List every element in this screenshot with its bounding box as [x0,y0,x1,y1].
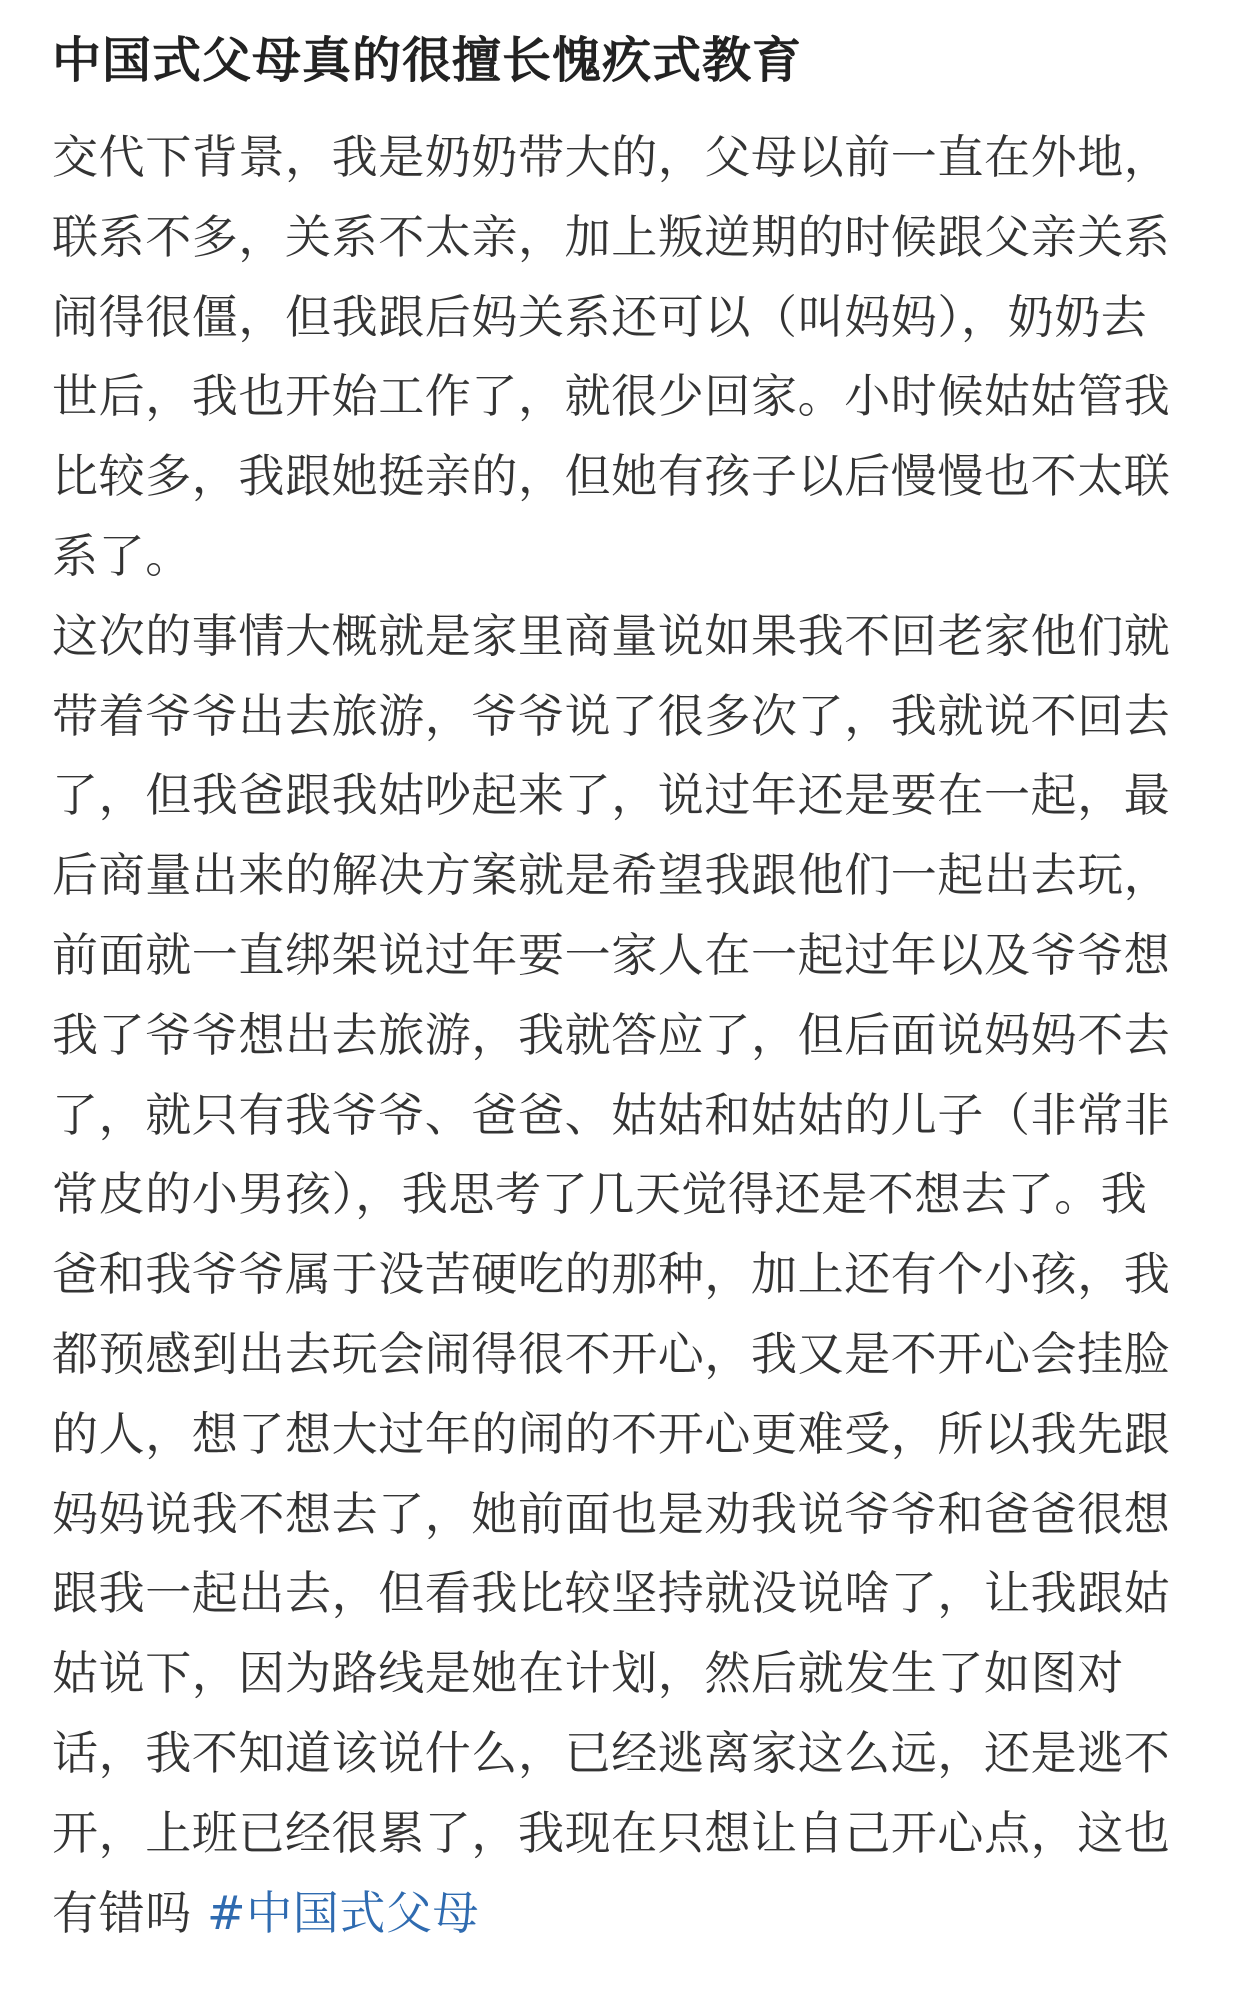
post-paragraph-1: 交代下背景，我是奶奶带大的，父母以前一直在外地，联系不多，关系不太亲，加上叛逆期的时候跟父亲关系闹得很僵，但我跟后妈关系还可以（叫妈妈），奶奶去世后，我也开始工作了，就很少回家。小时候姑姑管我比较多，我跟她挺亲的，但她有孩子以后慢慢也不太联系了。 [52,130,1171,583]
post-body [52,118,1190,1953]
post-paragraph-2-text: 这次的事情大概就是家里商量说如果我不回老家他们就带着爷爷出去旅游，爷爷说了很多次了，我就说不回去了，但我爸跟我姑吵起来了，说过年还是要在一起，最后商量出来的解决方案就是希望我跟他们一起出去玩，前面就一直绑架说过年要一家人在一起过年以及爷爷想我了爷爷想出去旅游，我就答应了，但后面说妈妈不去了，就只有我爷爷、爸爸、姑姑和姑姑的儿子（非常非常皮的小男孩），我思考了几天觉得还是不想去了。我爸和我爷爷属于没苦硬吃的那种，加上还有个小孩，我都预感到出去玩会闹得很不开心，我又是不开心会挂脸的人，想了想大过年的闹的不开心更难受，所以我先跟妈妈说我不想去了，她前面也是劝我说爷爷和爸爸很想跟我一起出去，但看我比较坚持就没说啥了，让我跟姑姑说下，因为路线是她在计划，然后就发生了如图对话，我不知道该说什么，已经逃离家这么远，还是逃不开，上班已经很累了，我现在只想让自己开心点，这也有错吗 [52,608,1171,1940]
post-paragraph-2 [52,597,1190,1954]
post-title: 中国式父母真的很擅长愧疚式教育 [52,32,803,89]
hashtag-link[interactable]: #中国式父母 [207,1885,480,1940]
